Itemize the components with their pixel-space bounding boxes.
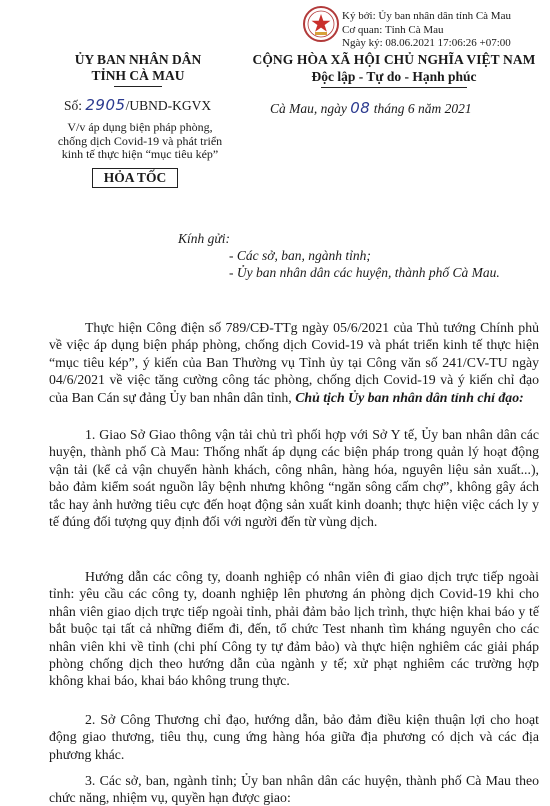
doc-no-handwritten: 2905 (85, 96, 126, 114)
intro-text: Thực hiện Công điện số 789/CĐ-TTg ngày 05/6/2021 của Thủ tướng Chính phủ về việc áp dụng biện pháp phòng, chống dịch Covid-19 và phát triển kinh tế thực hiện “mục tiêu kép”, ý kiến của Ban Thường vụ Tỉnh ủy tại Công văn số 241/CV-TU ngày 04/6/2021 về việc tăng cường công tác phòng, chống dịch Covid-19 và ý kiến chỉ đạo của Ban Cán sự đảng Ủy ban nhân dân tỉnh, (49, 320, 539, 405)
paragraph-2-text: Hướng dẫn các công ty, doanh nghiệp có nhân viên đi giao dịch trực tiếp ngoài tỉnh: yêu cầu các công ty, doanh nghiệp lên phương án phòng dịch Covid-19 khi cho nhân viên giao dịch trực tiếp ngoài tỉnh, phải đảm bảo lịch trình, thực hiện khai báo y tế bắt buộc tại tất cả những điểm đi, đến, tổ chức Test nhanh tìm kháng nguyên cho các nhân viên khi về tỉnh (chi phí Công ty tự đảm bảo) và thực hiện nghiêm các giải pháp phòng chống dịch theo hướng dẫn của ngành y tế; xử phạt nghiêm các trường hợp không khai báo, khai báo không trung thực. (49, 569, 539, 689)
paragraph-1 (49, 426, 539, 530)
place-and-date (270, 99, 472, 117)
paragraph-3 (49, 711, 539, 763)
paragraph-1-text: 1. Giao Sở Giao thông vận tải chủ trì phối hợp với Sở Y tế, Ủy ban nhân dân các huyện, thành phố Cà Mau: Thống nhất áp dụng các biện pháp trong quản lý hoạt động vận tải (kể cả vận chuyển hành khách, công nhân, hàng hóa, nguyên liệu sản xuất...), bảo đảm kiểm soát nguồn lây bệnh nhưng không “ngăn sông cấm chợ”, không gây ách tắc hay ảnh hưởng tiêu cực đến hoạt động sản xuất kinh doanh; thực hiện việc cách ly y tế đúng đối tượng quy định đối với người đến từ vùng dịch. (49, 427, 539, 530)
recipient-2: - Ủy ban nhân dân các huyện, thành phố Cà Mau. (229, 265, 500, 280)
paragraph-4 (49, 772, 539, 806)
document-number (64, 96, 211, 114)
greeting-title: Kính gửi: (178, 231, 230, 246)
subject-line2: chống dịch Covid-19 và phát triển (57, 133, 223, 148)
intro-paragraph (49, 319, 539, 406)
paragraph-3-text: 2. Sở Công Thương chỉ đạo, hướng dẫn, bảo đảm điều kiện thuận lợi cho hoạt động giao thương, tiêu thụ, cung ứng hàng hóa giữa địa phương có dịch và các địa phương khác. (49, 712, 539, 762)
issuing-authority (40, 52, 236, 87)
paragraph-2 (49, 568, 539, 690)
authority-underline (114, 86, 162, 87)
paragraph-4-text: 3. Các sở, ban, ngành tỉnh; Ủy ban nhân dân các huyện, thành phố Cà Mau theo chức năng, nhiệm vụ, quyền hạn được giao: (49, 773, 539, 806)
motto-underline (321, 87, 467, 88)
national-heading (248, 52, 540, 88)
place-prefix: Cà Mau, ngày (270, 101, 351, 116)
place-suffix: tháng 6 năm 2021 (370, 101, 472, 116)
date-day-handwritten: 08 (350, 99, 371, 117)
signature-agency: Cơ quan: Tỉnh Cà Mau (342, 23, 444, 36)
recipient-1: - Các sở, ban, ngành tỉnh; (229, 248, 371, 263)
org-line1: ỦY BAN NHÂN DÂN (74, 52, 202, 67)
doc-no-prefix: Số: (64, 98, 86, 113)
urgent-stamp: HỎA TỐC (92, 168, 178, 188)
nation-name: CỘNG HÒA XÃ HỘI CHỦ NGHĨA VIỆT NAM (252, 52, 536, 67)
national-motto: Độc lập - Tự do - Hạnh phúc (311, 69, 477, 84)
subject-line3: kinh tế thực hiện “mục tiêu kép” (61, 147, 219, 161)
document-subject (48, 121, 232, 162)
digital-signature-info (342, 10, 511, 51)
national-emblem-seal (302, 4, 340, 44)
subject-line1: V/v áp dụng biện pháp phòng, (67, 120, 213, 134)
org-line2: TỈNH CÀ MAU (91, 68, 185, 83)
signature-date: Ngày ký: 08.06.2021 17:06:26 +07:00 (342, 37, 511, 49)
intro-bold-text: Chủ tịch Ủy ban nhân dân tỉnh chỉ đạo: (295, 389, 524, 405)
signature-signer: Ký bởi: Ủy ban nhân dân tỉnh Cà Mau (342, 10, 511, 22)
doc-no-suffix: /UBND-KGVX (125, 98, 212, 113)
